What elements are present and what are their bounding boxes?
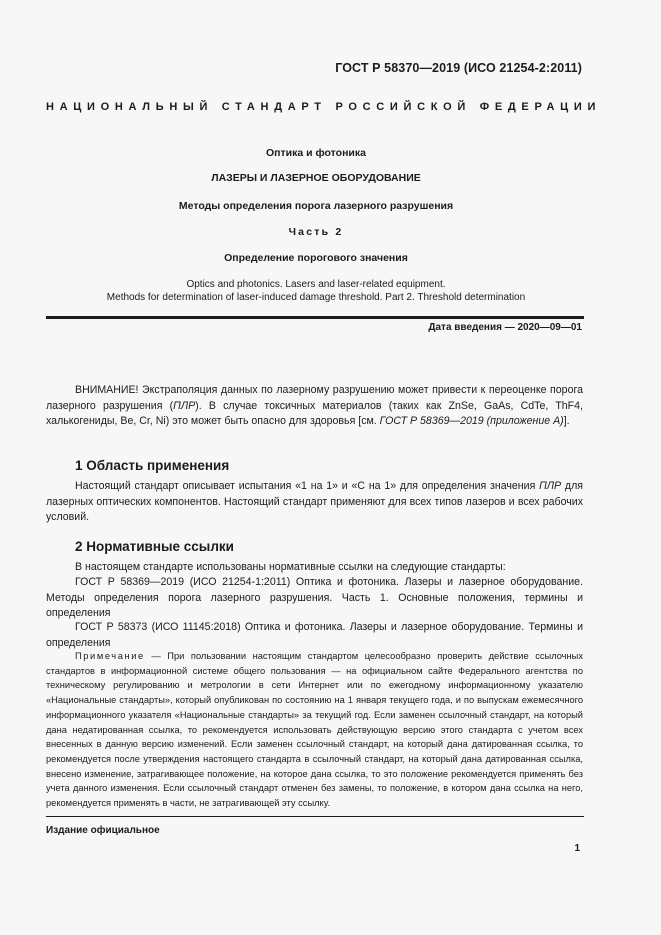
scope-text-a: Настоящий стандарт описывает испытания «1 на 1» и «С на 1» для определения значения: [75, 480, 540, 492]
page-number: 1: [574, 843, 580, 854]
methods-title: Методы определения порога лазерного разрушения: [178, 200, 454, 212]
note-text: — При пользовании настоящим стандартом целесообразно проверить действие ссылочных стандартов в информационной системе общего пользования — на официальном сайте Федерального агентства по техническому регулированию и метрологии в сети Интернет или по ежегодному информационному указателю «Национальные стандарты», который опубликован по состоянию на 1 января текущего года, и по выпускам ежемесячного информационного указателя «Национальные стандарты» за текущий год. Если заменен ссылочный стандарт, на который дана недатированная ссылка, то рекомендуется использовать действующую версию этого стандарта с учетом всех внесенных в данную версию изменений. Если заменен ссылочный стандарт, на который дана датированная ссылка, то рекомендуется после утверждения настоящего стандарта в ссылочный стандарт, на который дана датированная ссылка, внесено изменение, затрагивающее положение, на которое дана ссылка, то это положение рекомендуется применять без учета данного изменения. Если ссылочный стандарт отменен без замены, то положение, в котором дана ссылка на него, рекомендуется применять в части, не затрагивающей эту ссылку.: [46, 651, 583, 809]
warning-text-a: ВНИМАНИЕ! Экстраполяция данных по лазерному разрушению может привести к переоценке порога лазерного разрушения (: [46, 384, 583, 412]
note-paragraph: [46, 649, 583, 811]
warning-paragraph: [46, 383, 583, 430]
title-divider: [46, 316, 584, 319]
section-1-heading: 1 Область применения: [75, 458, 230, 473]
introduction-date: Дата введения — 2020—09—01: [428, 322, 582, 333]
part-title: Определение порогового значения: [224, 252, 408, 264]
standard-code: ГОСТ Р 58370—2019 (ИСО 21254-2:2011): [335, 61, 582, 75]
part-label: Часть 2: [288, 226, 344, 238]
footer-divider: [46, 816, 584, 817]
reference-1: ГОСТ Р 58369—2019 (ИСО 21254-1:2011) Оптика и фотоника. Лазеры и лазерное оборудование. Методы определения порога лазерного разрушения. Часть 1. Основные положения, термины и определения: [46, 576, 583, 620]
warning-text-c: ].: [563, 415, 570, 428]
official-edition-label: Издание официальное: [46, 825, 160, 836]
scope-abbr: ПЛР: [539, 480, 562, 492]
warning-reference: ГОСТ Р 58369—2019 (приложение А): [379, 415, 564, 428]
english-title-line-1: Optics and photonics. Lasers and laser-related equipment.: [186, 279, 446, 290]
subject-heading: Оптика и фотоника: [265, 147, 366, 159]
national-standard-title: НАЦИОНАЛЬНЫЙ СТАНДАРТ РОССИЙСКОЙ ФЕДЕРАЦИИ: [46, 101, 602, 113]
references-intro: В настоящем стандарте использованы нормативные ссылки на следующие стандарты:: [75, 561, 506, 573]
section-2-heading: 2 Нормативные ссылки: [75, 539, 234, 554]
scope-text-b: для лазерных оптических компонентов. Настоящий стандарт применяют для всех типов лазеров и всех рабочих условий.: [46, 480, 583, 524]
warning-abbr: ПЛР: [173, 399, 196, 412]
reference-2: ГОСТ Р 58373 (ИСО 11145:2018) Оптика и фотоника. Лазеры и лазерное оборудование. Термины и определения: [46, 621, 583, 649]
note-label: Примечание: [75, 651, 145, 661]
warning-text-b: ). В случае токсичных материалов (таких как ZnSe, GaAs, CdTe, ThF4, халькогениды, Be, Cr, Ni) это может быть опасно для здоровья [см.: [46, 399, 583, 428]
main-title: ЛАЗЕРЫ И ЛАЗЕРНОЕ ОБОРУДОВАНИЕ: [211, 172, 421, 184]
english-title-line-2: Methods for determination of laser-induced damage threshold. Part 2. Threshold determination: [106, 292, 526, 303]
scope-paragraph: [46, 479, 583, 526]
